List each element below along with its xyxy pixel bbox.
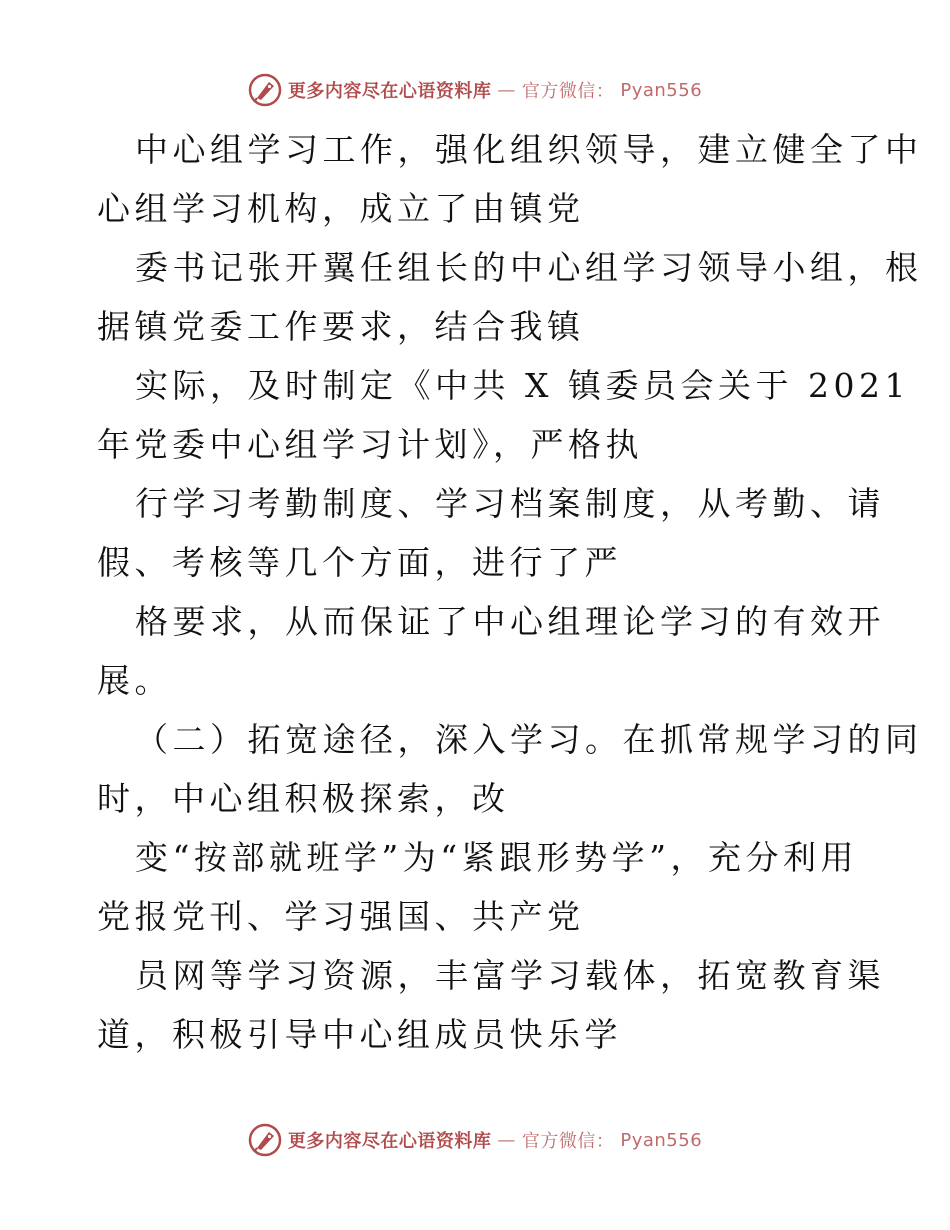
- text-line: 变“按部就班学”为“紧跟形势学”，充分利用: [135, 838, 858, 877]
- text-line: 心组学习机构，成立了由镇党: [97, 189, 585, 228]
- text-line: 展。: [97, 661, 172, 700]
- banner-sub-text: 官方微信：: [521, 1131, 615, 1152]
- text-line: 行学习考勤制度、学习档案制度，从考勤、请: [135, 484, 885, 523]
- text-line: 实际，及时制定《中共 X 镇委员会关于 2021: [135, 366, 910, 405]
- text-line: 员网等学习资源，丰富学习载体，拓宽教育渠: [135, 956, 885, 995]
- banner-main-text: 更多内容尽在心语资料库: [287, 81, 492, 102]
- text-line: 时，中心组积极探索，改: [97, 779, 510, 818]
- text-line: 年党委中心组学习计划》，严格执: [97, 425, 643, 464]
- text-line: 假、考核等几个方面，进行了严: [97, 543, 622, 582]
- text-line: 委书记张开翼任组长的中心组学习领导小组，根: [135, 248, 923, 287]
- banner-wechat-id: Pyan556: [620, 79, 703, 101]
- text-line: 中心组学习工作，强化组织领导，建立健全了中: [135, 130, 923, 169]
- document-body: [97, 120, 923, 1064]
- pen-nib-logo-icon: [248, 1123, 282, 1157]
- banner-wechat-id: Pyan556: [620, 1129, 703, 1151]
- text-line: （二）拓宽途径，深入学习。在抓常规学习的同: [135, 720, 923, 759]
- pen-nib-logo-icon: [248, 73, 282, 107]
- banner-dash: —: [497, 1129, 516, 1151]
- footer-watermark-banner: [0, 1120, 950, 1160]
- text-line: 道，积极引导中心组成员快乐学: [97, 1015, 622, 1054]
- banner-main-text: 更多内容尽在心语资料库: [287, 1131, 492, 1152]
- banner-sub-text: 官方微信：: [521, 81, 615, 102]
- banner-dash: —: [497, 79, 516, 101]
- text-line: 党报党刊、学习强国、共产党: [97, 897, 585, 936]
- text-line: 据镇党委工作要求，结合我镇: [97, 307, 585, 346]
- text-line: 格要求，从而保证了中心组理论学习的有效开: [135, 602, 885, 641]
- header-watermark-banner: [0, 70, 950, 110]
